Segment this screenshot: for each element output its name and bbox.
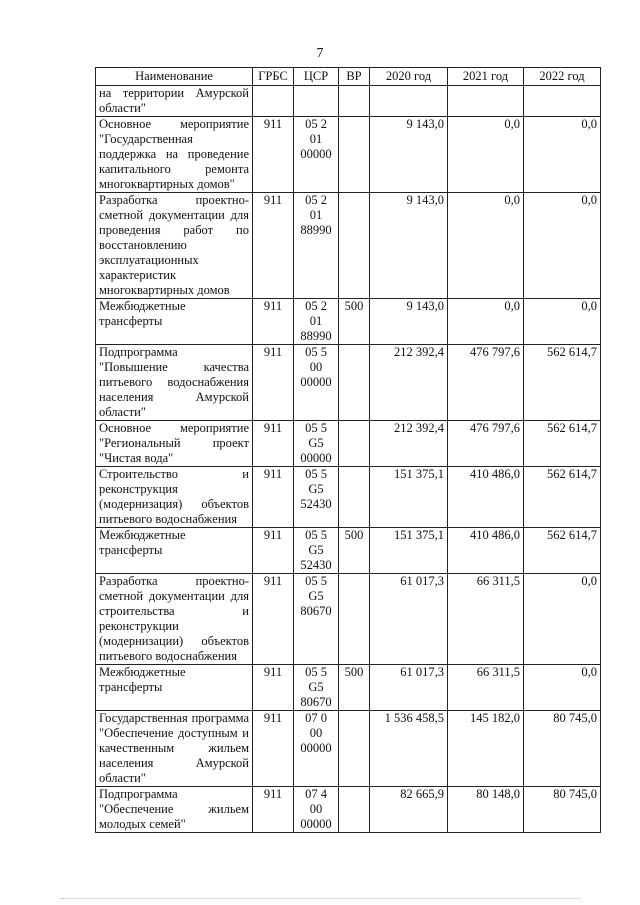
row-csr-cell: 05 5 00 00000 [294, 345, 339, 421]
table-row [96, 528, 601, 574]
row-2020-cell: 9 143,0 [370, 117, 448, 193]
row-2021-cell: 476 797,6 [448, 421, 524, 467]
row-name-cell: Основное мероприятие "Государственная поддержка на проведение капитального ремонта многоквартирных домов" [96, 117, 253, 193]
table-row [96, 665, 601, 711]
row-name-cell: Подпрограмма "Обеспечение жильем молодых семей" [96, 787, 253, 833]
row-2021-cell: 410 486,0 [448, 528, 524, 574]
row-name-cell: Разработка проектно-сметной документации для строительства и реконструкции (модернизации) объектов питьевого водоснабжения [96, 574, 253, 665]
row-csr-cell: 05 5 G5 52430 [294, 467, 339, 528]
row-grbs-cell: 911 [253, 299, 294, 345]
header-vr: ВР [339, 68, 370, 86]
row-vr-cell [339, 787, 370, 833]
row-2020-cell: 9 143,0 [370, 299, 448, 345]
row-2020-cell: 1 536 458,5 [370, 711, 448, 787]
row-2020-cell: 212 392,4 [370, 421, 448, 467]
row-2020-cell: 151 375,1 [370, 528, 448, 574]
row-vr-cell [339, 345, 370, 421]
table-row [96, 467, 601, 528]
scan-edge-line [60, 898, 580, 899]
row-name-cell: на территории Амурской области" [96, 86, 253, 117]
row-grbs-cell: 911 [253, 711, 294, 787]
row-2021-cell: 80 148,0 [448, 787, 524, 833]
table-row [96, 117, 601, 193]
row-2022-cell: 562 614,7 [524, 467, 601, 528]
table-header-row [96, 68, 601, 86]
row-2022-cell: 0,0 [524, 193, 601, 299]
row-name-cell: Подпрограмма "Повышение качества питьевого водоснабжения населения Амурской области" [96, 345, 253, 421]
row-vr-cell: 500 [339, 528, 370, 574]
row-grbs-cell: 911 [253, 117, 294, 193]
row-grbs-cell: 911 [253, 665, 294, 711]
row-grbs-cell: 911 [253, 528, 294, 574]
row-csr-cell: 07 4 00 00000 [294, 787, 339, 833]
row-vr-cell [339, 574, 370, 665]
row-2022-cell: 0,0 [524, 299, 601, 345]
row-vr-cell: 500 [339, 665, 370, 711]
row-2021-cell: 0,0 [448, 117, 524, 193]
row-2021-cell: 0,0 [448, 299, 524, 345]
row-grbs-cell: 911 [253, 345, 294, 421]
row-2021-cell: 66 311,5 [448, 665, 524, 711]
row-2020-cell: 61 017,3 [370, 665, 448, 711]
row-2022-cell: 80 745,0 [524, 711, 601, 787]
row-2020-cell: 212 392,4 [370, 345, 448, 421]
row-csr-cell: 05 5 G5 00000 [294, 421, 339, 467]
row-name-cell: Межбюджетные трансферты [96, 528, 253, 574]
row-csr-cell: 07 0 00 00000 [294, 711, 339, 787]
row-2022-cell: 80 745,0 [524, 787, 601, 833]
row-2022-cell: 0,0 [524, 117, 601, 193]
row-name-cell: Государственная программа "Обеспечение доступным и качественным жильем населения Амурской области" [96, 711, 253, 787]
row-vr-cell [339, 711, 370, 787]
row-csr-cell: 05 2 01 00000 [294, 117, 339, 193]
row-vr-cell [339, 86, 370, 117]
row-grbs-cell: 911 [253, 421, 294, 467]
row-2022-cell: 562 614,7 [524, 421, 601, 467]
table-row [96, 345, 601, 421]
row-csr-cell: 05 2 01 88990 [294, 193, 339, 299]
row-grbs-cell: 911 [253, 467, 294, 528]
row-2022-cell: 0,0 [524, 574, 601, 665]
header-2020: 2020 год [370, 68, 448, 86]
table-row [96, 86, 601, 117]
row-2020-cell: 82 665,9 [370, 787, 448, 833]
row-csr-cell [294, 86, 339, 117]
row-2020-cell: 151 375,1 [370, 467, 448, 528]
row-vr-cell [339, 117, 370, 193]
row-2022-cell: 562 614,7 [524, 528, 601, 574]
table-row [96, 421, 601, 467]
row-grbs-cell [253, 86, 294, 117]
row-vr-cell [339, 193, 370, 299]
row-vr-cell: 500 [339, 299, 370, 345]
row-2021-cell [448, 86, 524, 117]
row-csr-cell: 05 5 G5 80670 [294, 665, 339, 711]
row-name-cell: Разработка проектно-сметной документации для проведения работ по восстановлению эксплуатационных характеристик многоквартирных домов [96, 193, 253, 299]
table-row [96, 787, 601, 833]
row-csr-cell: 05 5 G5 80670 [294, 574, 339, 665]
header-name: Наименование [96, 68, 253, 86]
row-2020-cell: 9 143,0 [370, 193, 448, 299]
row-2022-cell: 562 614,7 [524, 345, 601, 421]
row-vr-cell [339, 467, 370, 528]
row-name-cell: Межбюджетные трансферты [96, 299, 253, 345]
row-grbs-cell: 911 [253, 787, 294, 833]
table-row [96, 574, 601, 665]
row-2021-cell: 145 182,0 [448, 711, 524, 787]
row-2021-cell: 476 797,6 [448, 345, 524, 421]
row-2022-cell [524, 86, 601, 117]
row-vr-cell [339, 421, 370, 467]
row-grbs-cell: 911 [253, 193, 294, 299]
row-name-cell: Основное мероприятие "Региональный проект "Чистая вода" [96, 421, 253, 467]
header-grbs: ГРБС [253, 68, 294, 86]
budget-table [95, 67, 601, 833]
row-2021-cell: 0,0 [448, 193, 524, 299]
row-name-cell: Строительство и реконструкция (модернизация) объектов питьевого водоснабжения [96, 467, 253, 528]
page-number: 7 [316, 46, 324, 61]
header-2022: 2022 год [524, 68, 601, 86]
row-name-cell: Межбюджетные трансферты [96, 665, 253, 711]
row-csr-cell: 05 2 01 88990 [294, 299, 339, 345]
row-2021-cell: 410 486,0 [448, 467, 524, 528]
header-csr: ЦСР [294, 68, 339, 86]
table-row [96, 299, 601, 345]
row-2020-cell [370, 86, 448, 117]
row-grbs-cell: 911 [253, 574, 294, 665]
row-2022-cell: 0,0 [524, 665, 601, 711]
table-row [96, 711, 601, 787]
row-2021-cell: 66 311,5 [448, 574, 524, 665]
row-2020-cell: 61 017,3 [370, 574, 448, 665]
table-row [96, 193, 601, 299]
row-csr-cell: 05 5 G5 52430 [294, 528, 339, 574]
header-2021: 2021 год [448, 68, 524, 86]
